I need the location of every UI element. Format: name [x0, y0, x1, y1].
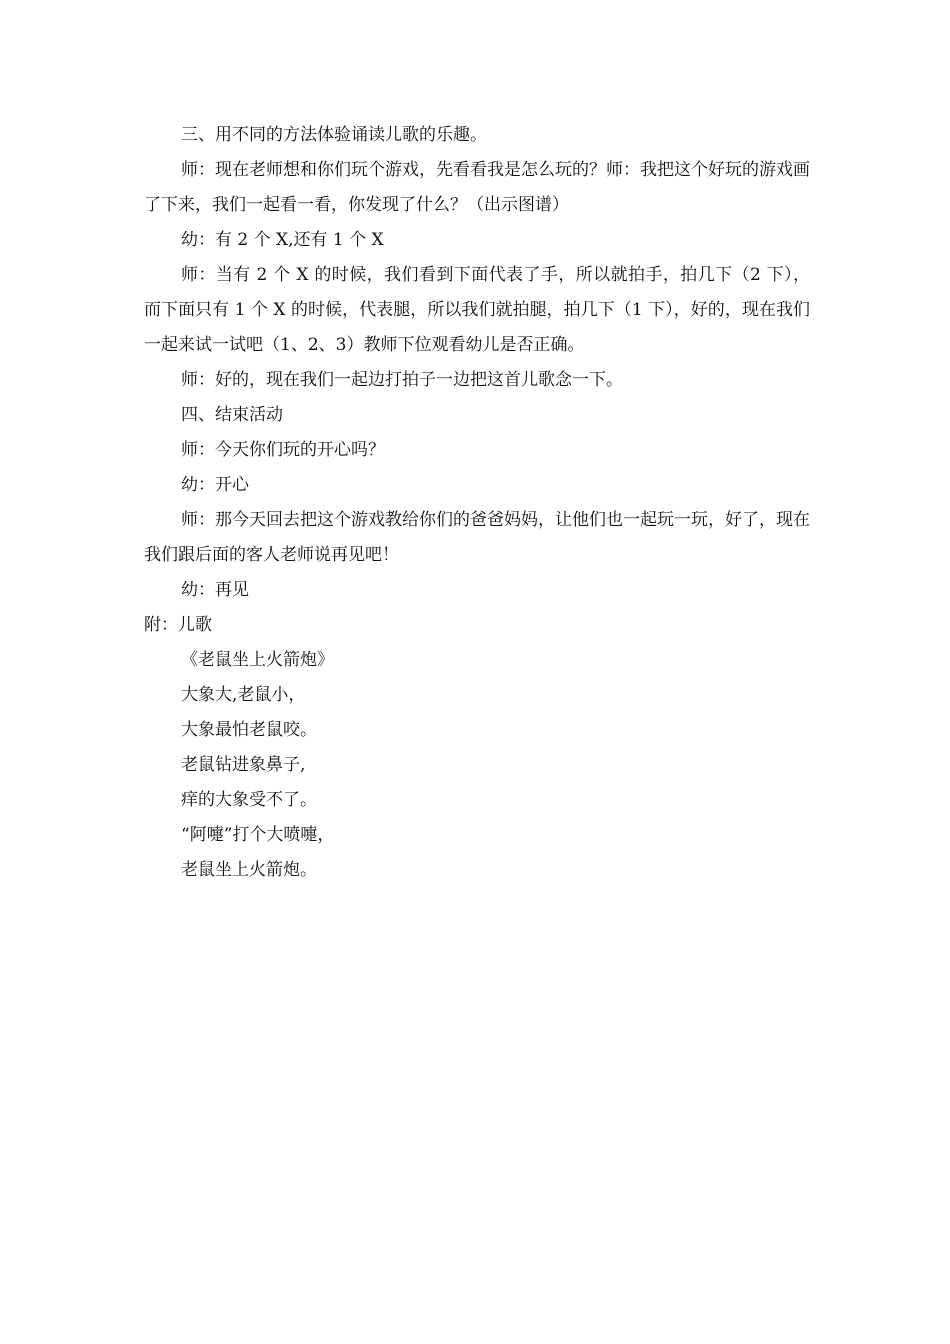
document-body — [144, 118, 810, 888]
child-line: 幼：有 2 个 X,还有 1 个 X — [181, 230, 384, 250]
section-heading-four: 四、结束活动 — [181, 405, 283, 425]
teacher-line: 师：当有 2 个 X 的时候，我们看到下面代表了手，所以就拍手，拍几下（2 下），而下面只有 1 个 X 的时候，代表腿，所以我们就拍腿，拍几下（1 下），好的，现在我们一起来试一试吧（1、2、3）教师下位观看幼儿是否正确。 — [144, 265, 810, 355]
poem-line: 大象最怕老鼠咬。 — [181, 720, 317, 740]
teacher-line: 师：今天你们玩的开心吗？ — [181, 440, 385, 460]
poem-line: 老鼠钻进象鼻子, — [181, 755, 306, 775]
teacher-line: 师：那今天回去把这个游戏教给你们的爸爸妈妈，让他们也一起玩一玩，好了，现在我们跟后面的客人老师说再见吧！ — [144, 510, 810, 565]
child-line: 幼：开心 — [181, 475, 249, 495]
poem-title: 《老鼠坐上火箭炮》 — [181, 650, 334, 670]
poem-line: “阿嚏”打个大喷嚏， — [181, 825, 335, 845]
poem-line: 大象大,老鼠小， — [181, 685, 306, 705]
teacher-line: 师：现在老师想和你们玩个游戏，先看看我是怎么玩的？师：我把这个好玩的游戏画了下来，我们一起看一看，你发现了什么？（出示图谱） — [144, 160, 810, 215]
poem-line: 老鼠坐上火箭炮。 — [181, 860, 317, 880]
section-heading-three: 三、用不同的方法体验诵读儿歌的乐趣。 — [181, 125, 487, 145]
child-line: 幼：再见 — [181, 580, 249, 600]
appendix-label: 附：儿歌 — [144, 615, 212, 635]
poem-line: 痒的大象受不了。 — [181, 790, 317, 810]
poem — [144, 643, 810, 888]
teacher-line: 师：好的，现在我们一起边打拍子一边把这首儿歌念一下。 — [181, 370, 623, 390]
